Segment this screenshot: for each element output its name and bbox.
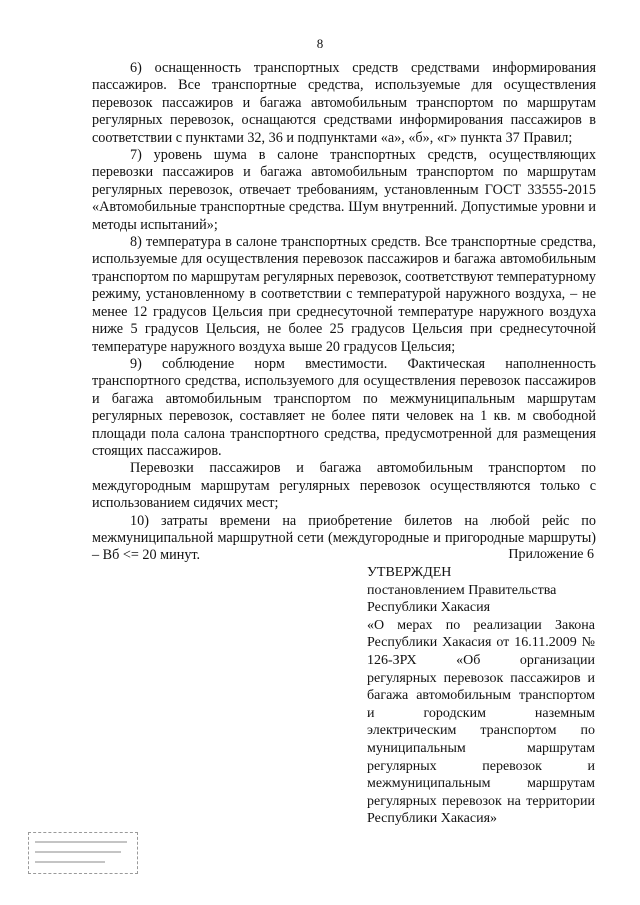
paragraph-noise-level: 7) уровень шума в салоне транспортных средств, осуществляющих перевозки пассажиров и багажа автомобильным транспортом по маршрутам регулярных перевозок, отвечает требованиям, установленным ГОСТ 33555-2015 «Автомобильные транспортные средства. Шум внутренний. Допустимые уровни и методы испытаний»; — [92, 147, 596, 233]
paragraph-cabin-temperature: 8) температура в салоне транспортных средств. Все транспортные средства, используемые для осуществления перевозок пассажиров и багажа автомобильным транспортом по маршрутам регулярных перевозок, соответствуют температурному режиму, установленному в соответствии с температурой наружного воздуха, – не менее 12 градусов Цельсия при среднесуточной температуре наружного воздуха ниже 5 градусов Цельсия, не более 25 градусов Цельсия при среднесуточной температуре наружного воздуха выше 20 градусов Цельсия; — [92, 234, 596, 355]
page-number: 8 — [316, 36, 324, 51]
approval-block — [367, 564, 595, 828]
document-body — [92, 60, 596, 565]
decree-reference: постановлением Правительства Республики Хакасия — [367, 582, 557, 616]
appendix-label: Приложение 6 — [508, 547, 594, 562]
electronic-signature-stamp — [28, 832, 138, 874]
paragraph-capacity-norms: 9) соблюдение норм вместимости. Фактическая наполненность транспортного средства, используемого для осуществления перевозок пассажиров и багажа автомобильным транспортом по межмуниципальным маршрутам регулярных перевозок, составляет не более пяти человек на 1 кв. м свободной площади пола салона транспортного средства, предусмотренной для размещения стоящих пассажиров. — [92, 355, 596, 459]
paragraph-ticket-time: 10) затраты времени на приобретение билетов на любой рейс по межмуниципальной маршрутной сети (междугородные и пригородные маршруты) – Вб <= 20 минут. — [92, 512, 596, 564]
paragraph-informing-equipment: 6) оснащенность транспортных средств средствами информирования пассажиров. Все транспортные средства, используемые для осуществления перевозок пассажиров и багажа автомобильным транспортом по маршрутам регулярных перевозок, оснащаются средствами информирования пассажиров в соответствии с пунктами 32, 36 и подпунктами «а», «б», «г» пункта 37 Правил; — [92, 60, 596, 146]
law-title: «О мерах по реализации Закона Республики Хакасия от 16.11.2009 № 126-ЗРХ «Об организации регулярных перевозок пассажиров и багажа автомобильным транспортом и городским наземным электрическим транспортом по муниципальным маршрутам регулярных перевозок и межмуниципальным маршрутам регулярных перевозок на территории Республики Хакасия» — [367, 617, 595, 827]
paragraph-intercity-seating: Перевозки пассажиров и багажа автомобильным транспортом по междугородным маршрутам регулярных перевозок осуществляются только с использованием сидячих мест; — [92, 460, 596, 512]
approved-heading: УТВЕРЖДЕН — [367, 565, 452, 580]
